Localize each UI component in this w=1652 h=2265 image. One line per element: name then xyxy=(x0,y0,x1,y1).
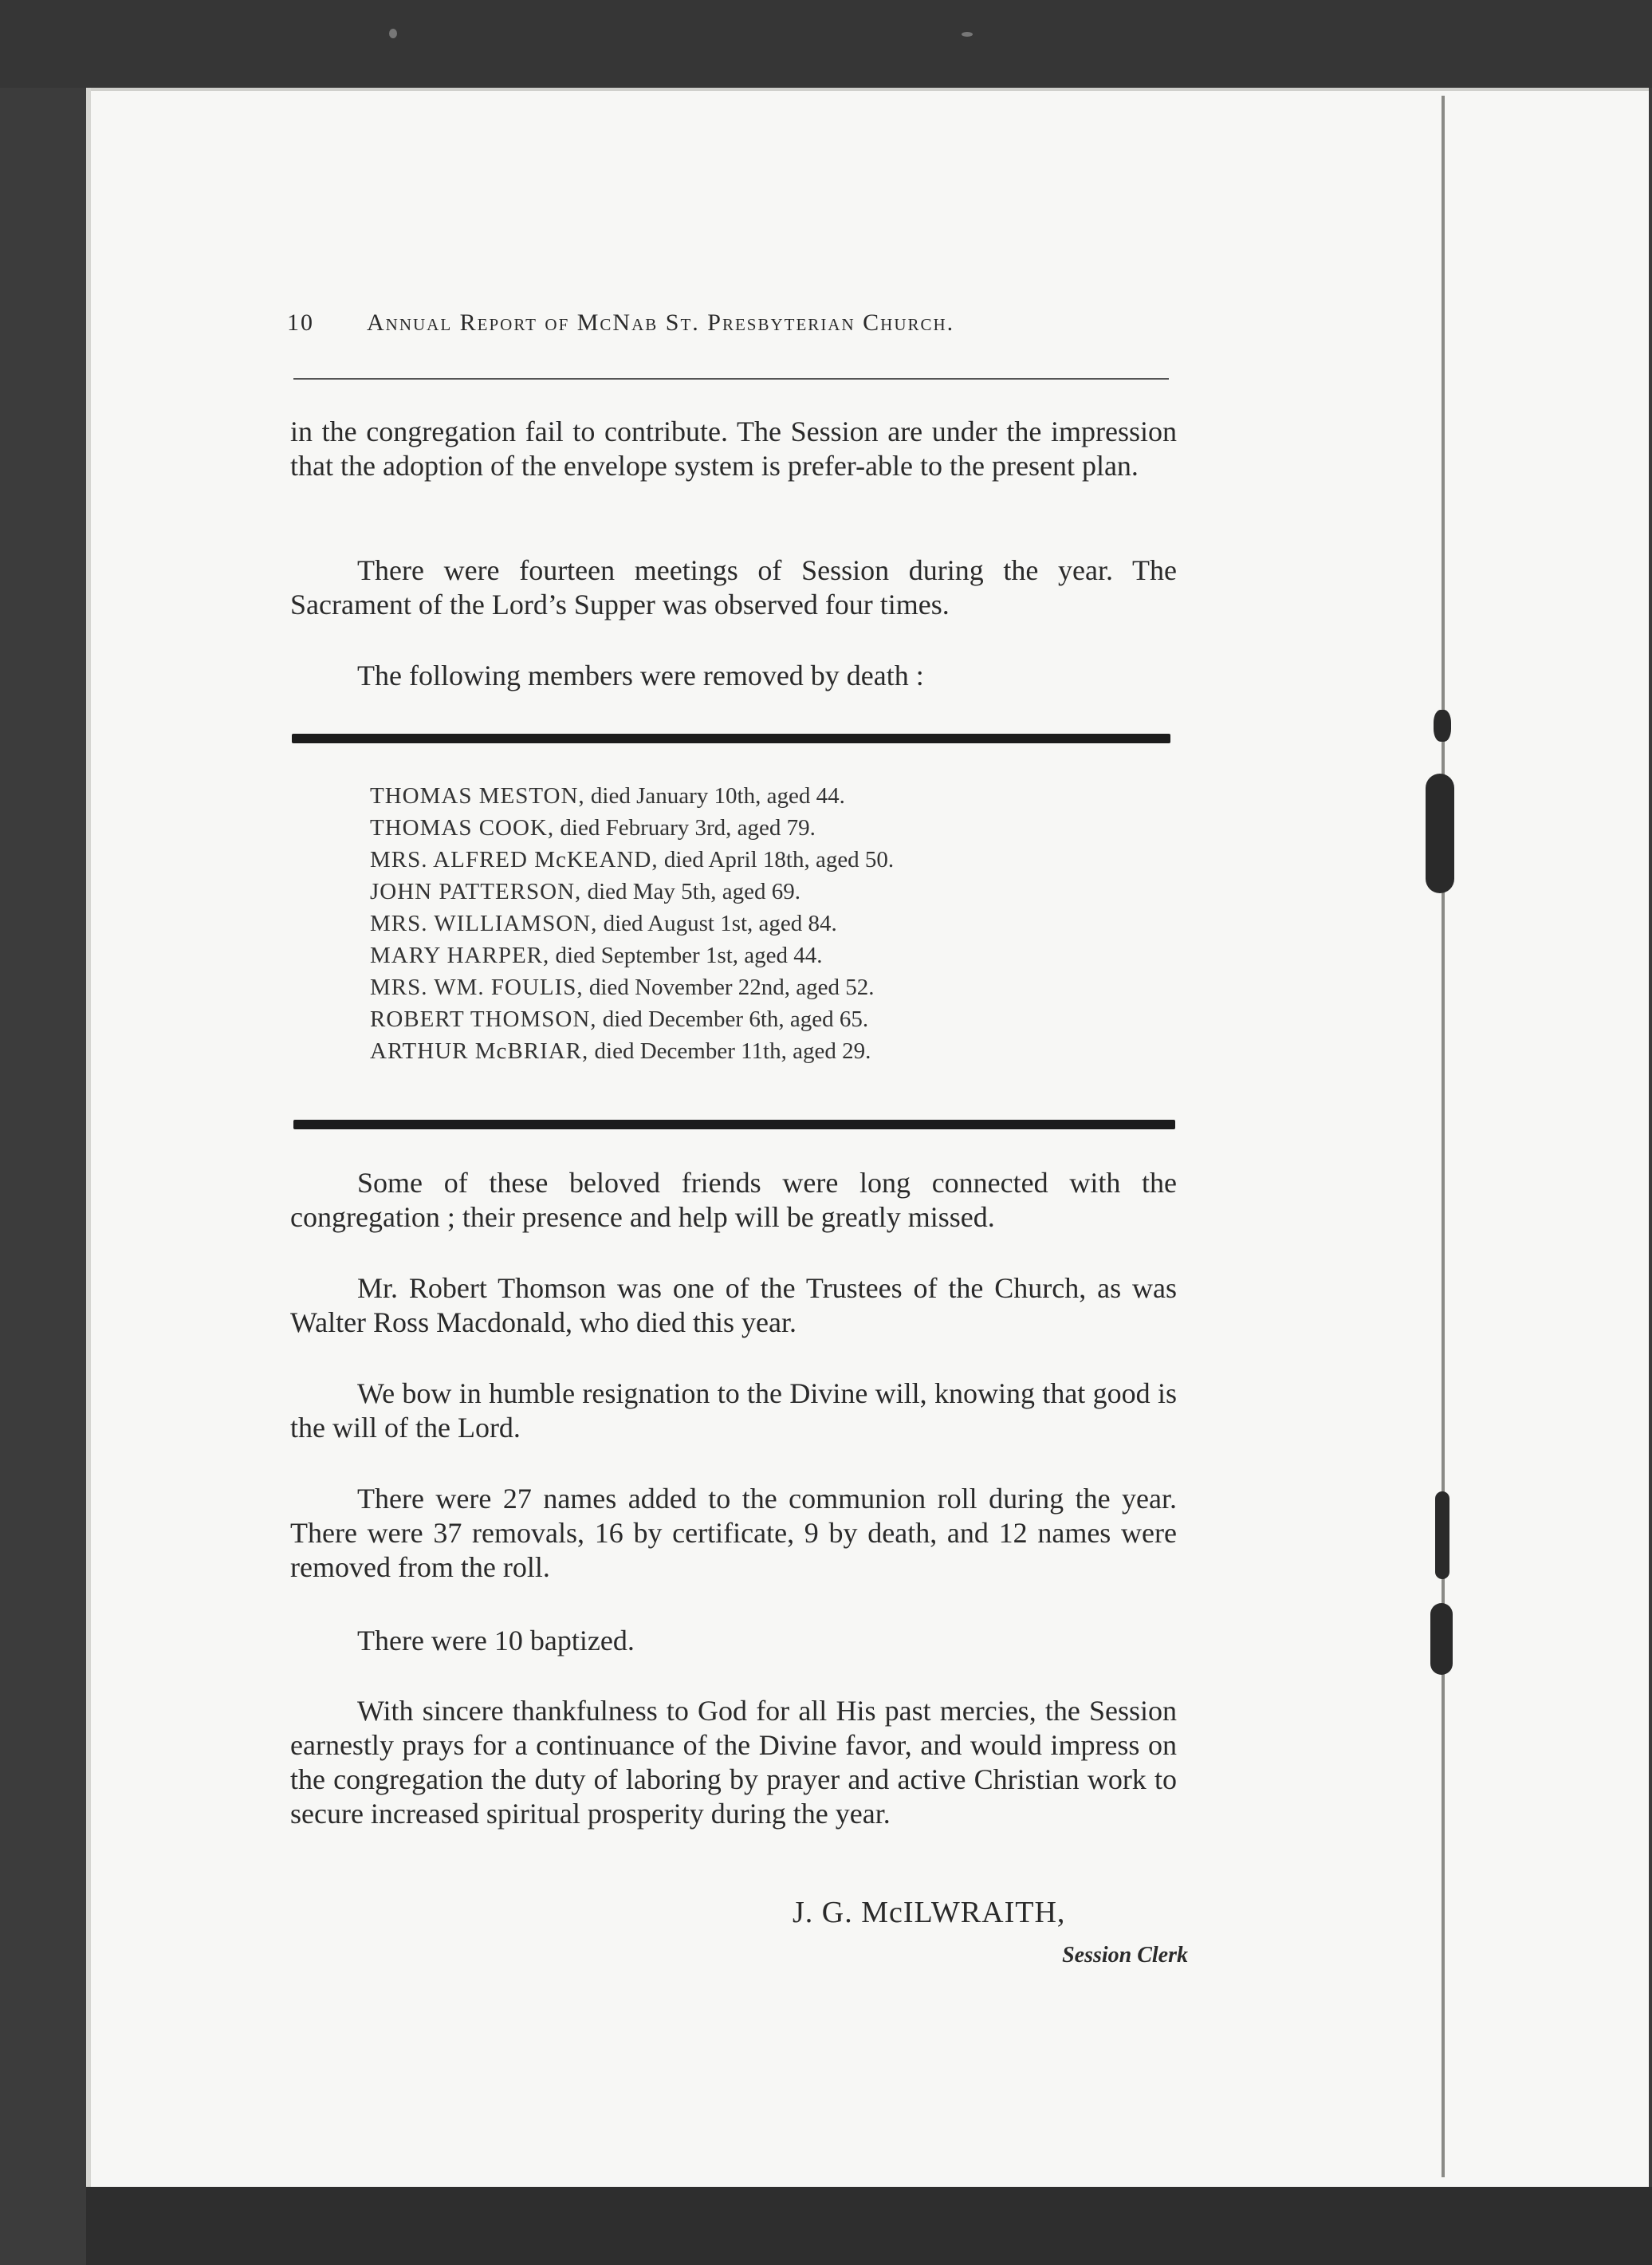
binding-stitch xyxy=(1430,1603,1453,1675)
list-item xyxy=(370,1003,1167,1035)
death-detail: died December 11th, aged 29. xyxy=(588,1038,871,1064)
death-detail: died September 1st, aged 44. xyxy=(549,943,823,968)
paragraph-thankfulness: With sincere thankfulness to God for all His past mercies, the Session earnestly prays for a continuance of the Divine favor, and would impress on the congregation the duty of laboring by prayer and active Christian work to secure increased spiritual prosperity during the year. xyxy=(290,1695,1177,1830)
member-name: ARTHUR McBRIAR, xyxy=(370,1038,589,1064)
death-detail: died May 5th, aged 69. xyxy=(581,879,800,904)
page-fold-line xyxy=(1442,96,1445,2177)
paragraph-removed-by-death: The following members were removed by death : xyxy=(357,660,924,691)
list-bottom-rule xyxy=(293,1120,1175,1129)
death-detail: died January 10th, aged 44. xyxy=(584,783,845,809)
signature-name: J. G. McILWRAITH, xyxy=(793,1896,1066,1929)
member-name: JOHN PATTERSON, xyxy=(370,879,582,904)
member-name: THOMAS COOK, xyxy=(370,815,555,841)
member-name: MARY HARPER, xyxy=(370,943,550,968)
binding-stitch xyxy=(1435,1491,1449,1579)
member-name: THOMAS MESTON, xyxy=(370,783,585,809)
binding-stitch xyxy=(1426,774,1454,893)
list-item xyxy=(370,844,1167,876)
list-item xyxy=(370,780,1167,812)
death-detail: died August 1st, aged 84. xyxy=(597,911,837,936)
paragraph-communion-roll: There were 27 names added to the communion roll during the year. There were 37 removals, 16 by certificate, 9 by death, and 12 names were removed from the roll. xyxy=(290,1483,1177,1583)
signature-title: Session Clerk xyxy=(1062,1943,1188,1968)
death-detail: died February 3rd, aged 79. xyxy=(554,815,816,841)
paragraph-divine-will: We bow in humble resignation to the Divine will, knowing that good is the will of the Lord. xyxy=(290,1377,1177,1444)
list-item xyxy=(370,1035,1167,1067)
list-item xyxy=(370,812,1167,844)
paragraph-trustees: Mr. Robert Thomson was one of the Trustees of the Church, as was Walter Ross Macdonald, who died this year. xyxy=(290,1272,1177,1338)
list-top-rule xyxy=(292,734,1170,743)
paragraph-envelope-system: in the congregation fail to contribute. The Session are under the impression that the adoption of the envelope system is prefer-able to the present plan. xyxy=(290,416,1177,482)
death-detail: died April 18th, aged 50. xyxy=(658,847,895,873)
member-name: MRS. WILLIAMSON, xyxy=(370,911,598,936)
death-list xyxy=(370,780,1167,1067)
list-item xyxy=(370,971,1167,1003)
member-name: MRS. ALFRED McKEAND, xyxy=(370,847,659,873)
header-rule xyxy=(293,378,1169,380)
paragraph-session-meetings: There were fourteen meetings of Session during the year. The Sacrament of the Lord’s Supper was observed four times. xyxy=(290,554,1177,620)
member-name: ROBERT THOMSON, xyxy=(370,1006,597,1032)
scan-speck xyxy=(389,29,397,38)
binding-stitch xyxy=(1434,710,1451,742)
document-page xyxy=(86,88,1649,2187)
death-detail: died November 22nd, aged 52. xyxy=(583,975,875,1000)
scan-bottom-edge xyxy=(86,2187,1652,2265)
member-name: MRS. WM. FOULIS, xyxy=(370,975,584,1000)
list-item xyxy=(370,876,1167,908)
page-number: 10 xyxy=(287,309,314,336)
running-head-title: Annual Report of McNab St. Presbyterian Church. xyxy=(367,309,955,336)
running-head xyxy=(287,309,1180,341)
list-item xyxy=(370,908,1167,939)
paragraph-beloved-friends: Some of these beloved friends were long connected with the congregation ; their presence and help will be greatly missed. xyxy=(290,1167,1177,1233)
scan-speck xyxy=(962,32,973,37)
scan-background xyxy=(0,0,1652,88)
death-detail: died December 6th, aged 65. xyxy=(596,1006,869,1032)
list-item xyxy=(370,939,1167,971)
paragraph-baptized: There were 10 baptized. xyxy=(357,1625,635,1656)
